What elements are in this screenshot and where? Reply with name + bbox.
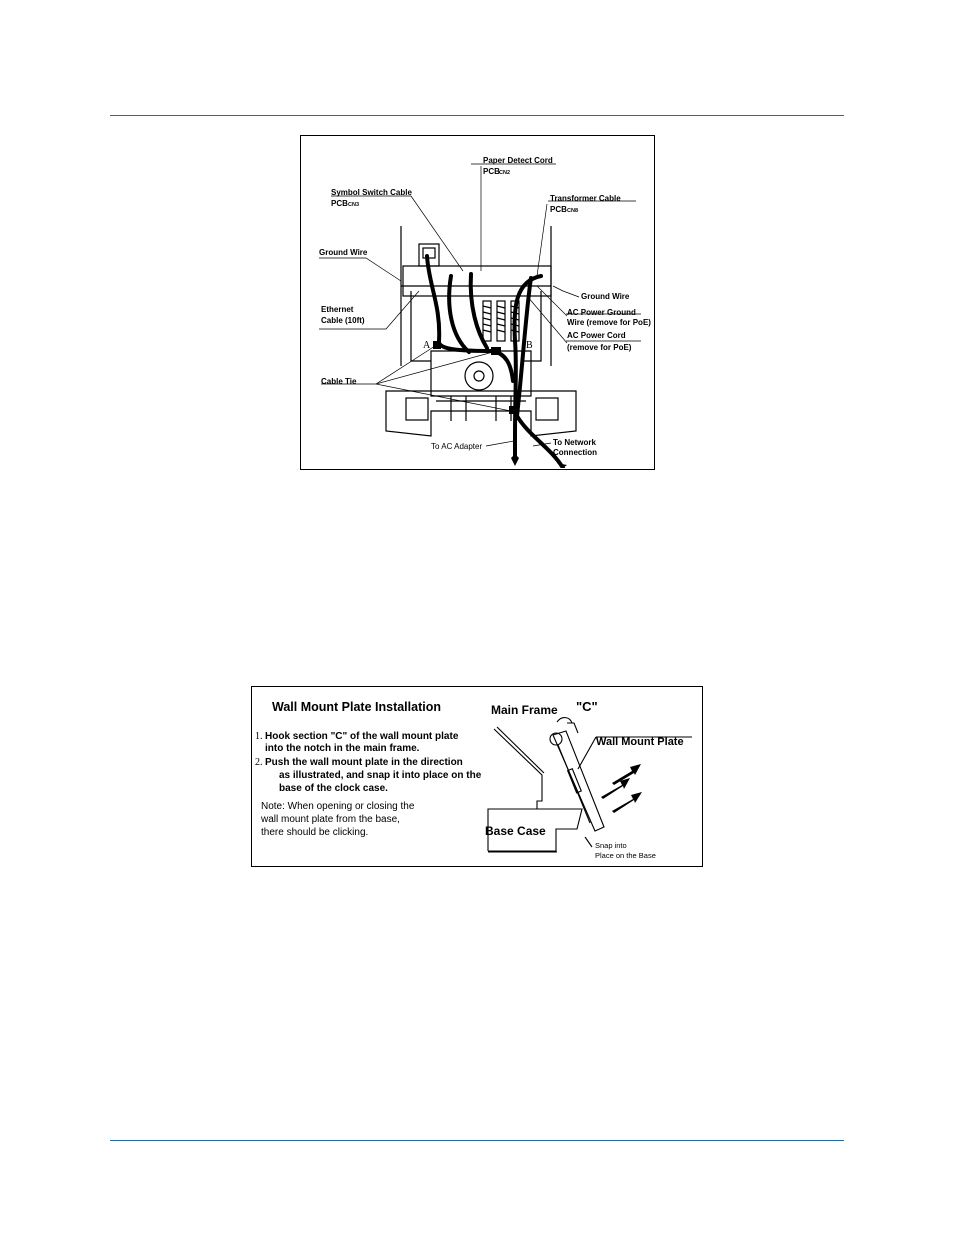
note-line3: there should be clicking. — [261, 827, 369, 838]
snap-label-1: Snap into — [595, 841, 627, 850]
ac-cord-label-1: AC Power Cord — [567, 331, 626, 340]
arrow-ac-adapter — [511, 454, 519, 466]
step2-line1: Push the wall mount plate in the direction — [265, 757, 463, 768]
leader-ground-right — [553, 286, 579, 297]
to-network-label-2: Connection — [553, 448, 597, 457]
leader-ground-left — [319, 258, 401, 281]
note-line1: Note: When opening or closing the — [261, 801, 415, 812]
svg-text:CN2: CN2 — [499, 170, 511, 176]
footer-rule — [110, 1140, 844, 1141]
push-arrows — [601, 764, 642, 813]
step2-line2: as illustrated, and snap it into place on the — [279, 770, 482, 781]
snap-label-2: Place on the Base — [595, 851, 656, 860]
transformer-label: Transformer Cable — [550, 194, 621, 203]
center-gear — [465, 362, 493, 390]
cable-tie-left — [433, 341, 441, 349]
svg-text:PCB: PCB — [331, 199, 348, 208]
step2-number: 2. — [255, 757, 263, 768]
svg-text:PCB: PCB — [550, 205, 567, 214]
ethernet-label-1: Ethernet — [321, 305, 354, 314]
svg-text:CN3: CN3 — [348, 202, 360, 208]
wall-mount-title: Wall Mount Plate Installation — [272, 700, 441, 714]
cable-tie-label: Cable Tie — [321, 377, 357, 386]
c-label: "C" — [576, 699, 598, 714]
step1-line2: into the notch in the main frame. — [265, 743, 420, 754]
ac-ground-label-1: AC Power Ground — [567, 308, 636, 317]
wall-mount-diagram — [252, 687, 701, 865]
main-frame-label: Main Frame — [491, 703, 558, 717]
cable-routing-figure — [300, 135, 655, 470]
cable-tie-bottom — [509, 406, 517, 414]
ac-cord-label-2: (remove for PoE) — [567, 343, 632, 352]
wall-mount-figure — [251, 686, 703, 867]
ground-wire-right-label: Ground Wire — [581, 292, 630, 301]
marker-b: B — [526, 340, 533, 351]
to-ac-adapter-label: To AC Adapter — [431, 442, 483, 451]
cable-routing-diagram — [301, 136, 653, 468]
svg-text:CN8: CN8 — [567, 208, 579, 214]
ethernet-label-2: Cable (10ft) — [321, 316, 365, 325]
svg-text:PCB: PCB — [483, 167, 500, 176]
cable-bundle — [427, 256, 563, 468]
symbol-switch-label: Symbol Switch Cable — [331, 188, 412, 197]
base-case-label: Base Case — [485, 824, 546, 838]
marker-a: A — [423, 340, 431, 351]
paper-detect-label: Paper Detect Cord — [483, 156, 553, 165]
to-network-label-1: To Network — [553, 438, 596, 447]
header-rule — [110, 115, 844, 116]
ground-wire-left-label: Ground Wire — [319, 248, 368, 257]
step1-number: 1. — [255, 731, 263, 742]
leader-to-ac-adapter — [486, 441, 514, 446]
note-line2: wall mount plate from the base, — [261, 814, 400, 825]
step1-line1: Hook section "C" of the wall mount plate — [265, 731, 459, 742]
wall-mount-plate-label: Wall Mount Plate — [596, 736, 684, 748]
cable-tie-center — [491, 347, 501, 355]
ac-ground-label-2: Wire (remove for PoE) — [567, 318, 651, 327]
step2-line3: base of the clock case. — [279, 783, 388, 794]
leader-paper-detect — [471, 164, 556, 271]
